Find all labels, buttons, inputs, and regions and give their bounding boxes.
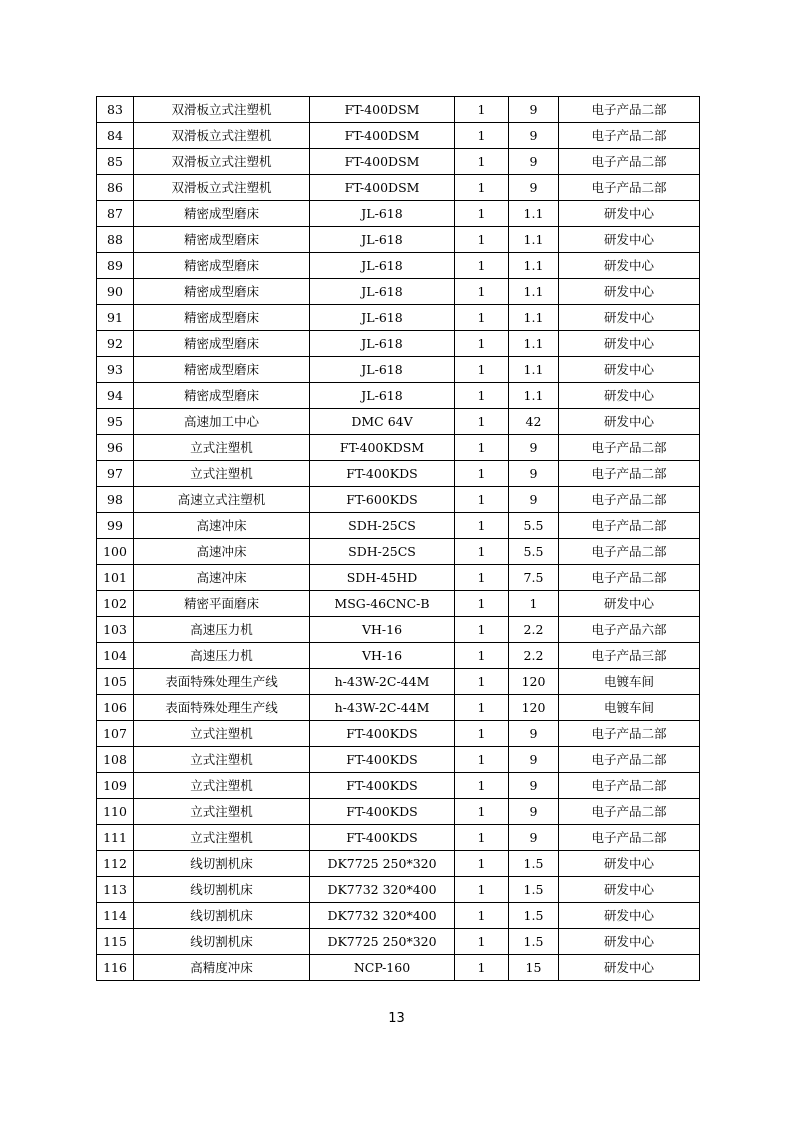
department-cell: 研发中心	[559, 929, 700, 955]
power-cell: 9	[509, 721, 559, 747]
table-row	[97, 955, 700, 981]
row-number-cell: 85	[97, 149, 134, 175]
table-row	[97, 331, 700, 357]
quantity-cell: 1	[455, 383, 509, 409]
quantity-cell: 1	[455, 513, 509, 539]
power-cell: 1	[509, 591, 559, 617]
model-cell: JL-618	[310, 331, 455, 357]
table-row	[97, 487, 700, 513]
equipment-name-cell: 表面特殊处理生产线	[134, 669, 310, 695]
row-number-cell: 89	[97, 253, 134, 279]
table-row	[97, 825, 700, 851]
department-cell: 研发中心	[559, 955, 700, 981]
power-cell: 1.1	[509, 201, 559, 227]
table-row	[97, 539, 700, 565]
model-cell: h-43W-2C-44M	[310, 695, 455, 721]
power-cell: 9	[509, 799, 559, 825]
row-number-cell: 100	[97, 539, 134, 565]
quantity-cell: 1	[455, 409, 509, 435]
department-cell: 研发中心	[559, 305, 700, 331]
power-cell: 15	[509, 955, 559, 981]
power-cell: 2.2	[509, 643, 559, 669]
department-cell: 电子产品二部	[559, 773, 700, 799]
model-cell: JL-618	[310, 201, 455, 227]
quantity-cell: 1	[455, 565, 509, 591]
table-row	[97, 643, 700, 669]
model-cell: JL-618	[310, 383, 455, 409]
department-cell: 电子产品二部	[559, 721, 700, 747]
model-cell: DK7725 250*320	[310, 851, 455, 877]
quantity-cell: 1	[455, 97, 509, 123]
model-cell: SDH-25CS	[310, 513, 455, 539]
equipment-name-cell: 立式注塑机	[134, 747, 310, 773]
table-row	[97, 513, 700, 539]
equipment-name-cell: 双滑板立式注塑机	[134, 175, 310, 201]
table-row	[97, 565, 700, 591]
equipment-name-cell: 表面特殊处理生产线	[134, 695, 310, 721]
model-cell: FT-400KDS	[310, 773, 455, 799]
quantity-cell: 1	[455, 773, 509, 799]
table-row	[97, 357, 700, 383]
equipment-table	[96, 96, 700, 981]
row-number-cell: 115	[97, 929, 134, 955]
model-cell: MSG-46CNC-B	[310, 591, 455, 617]
power-cell: 1.5	[509, 877, 559, 903]
row-number-cell: 94	[97, 383, 134, 409]
equipment-name-cell: 线切割机床	[134, 877, 310, 903]
model-cell: JL-618	[310, 279, 455, 305]
model-cell: DK7732 320*400	[310, 903, 455, 929]
row-number-cell: 84	[97, 123, 134, 149]
quantity-cell: 1	[455, 591, 509, 617]
quantity-cell: 1	[455, 487, 509, 513]
model-cell: SDH-25CS	[310, 539, 455, 565]
equipment-name-cell: 精密成型磨床	[134, 383, 310, 409]
model-cell: FT-400KDSM	[310, 435, 455, 461]
quantity-cell: 1	[455, 357, 509, 383]
row-number-cell: 106	[97, 695, 134, 721]
department-cell: 电子产品二部	[559, 149, 700, 175]
row-number-cell: 92	[97, 331, 134, 357]
department-cell: 电子产品二部	[559, 799, 700, 825]
table-row	[97, 253, 700, 279]
equipment-table-body	[97, 97, 700, 981]
department-cell: 研发中心	[559, 877, 700, 903]
row-number-cell: 109	[97, 773, 134, 799]
table-row	[97, 877, 700, 903]
power-cell: 1.1	[509, 357, 559, 383]
table-row	[97, 721, 700, 747]
model-cell: FT-400DSM	[310, 149, 455, 175]
equipment-name-cell: 线切割机床	[134, 929, 310, 955]
equipment-name-cell: 高速冲床	[134, 539, 310, 565]
quantity-cell: 1	[455, 747, 509, 773]
model-cell: JL-618	[310, 305, 455, 331]
department-cell: 电子产品二部	[559, 825, 700, 851]
table-row	[97, 279, 700, 305]
equipment-name-cell: 精密成型磨床	[134, 305, 310, 331]
department-cell: 研发中心	[559, 903, 700, 929]
row-number-cell: 103	[97, 617, 134, 643]
power-cell: 1.1	[509, 305, 559, 331]
quantity-cell: 1	[455, 435, 509, 461]
quantity-cell: 1	[455, 175, 509, 201]
equipment-name-cell: 立式注塑机	[134, 461, 310, 487]
row-number-cell: 112	[97, 851, 134, 877]
power-cell: 9	[509, 123, 559, 149]
model-cell: DK7732 320*400	[310, 877, 455, 903]
power-cell: 9	[509, 747, 559, 773]
department-cell: 电子产品二部	[559, 565, 700, 591]
equipment-name-cell: 立式注塑机	[134, 721, 310, 747]
department-cell: 电子产品二部	[559, 123, 700, 149]
quantity-cell: 1	[455, 669, 509, 695]
row-number-cell: 87	[97, 201, 134, 227]
table-row	[97, 305, 700, 331]
department-cell: 研发中心	[559, 201, 700, 227]
table-row	[97, 799, 700, 825]
equipment-name-cell: 高速加工中心	[134, 409, 310, 435]
table-row	[97, 175, 700, 201]
power-cell: 1.5	[509, 929, 559, 955]
equipment-name-cell: 精密成型磨床	[134, 253, 310, 279]
quantity-cell: 1	[455, 955, 509, 981]
table-row	[97, 97, 700, 123]
department-cell: 电子产品六部	[559, 617, 700, 643]
quantity-cell: 1	[455, 877, 509, 903]
equipment-name-cell: 高精度冲床	[134, 955, 310, 981]
model-cell: JL-618	[310, 253, 455, 279]
power-cell: 9	[509, 487, 559, 513]
power-cell: 9	[509, 175, 559, 201]
table-row	[97, 695, 700, 721]
row-number-cell: 97	[97, 461, 134, 487]
quantity-cell: 1	[455, 461, 509, 487]
table-row	[97, 149, 700, 175]
department-cell: 电子产品二部	[559, 747, 700, 773]
row-number-cell: 99	[97, 513, 134, 539]
table-row	[97, 617, 700, 643]
department-cell: 电子产品二部	[559, 97, 700, 123]
page-number: 13	[388, 1011, 405, 1026]
model-cell: DMC 64V	[310, 409, 455, 435]
table-row	[97, 773, 700, 799]
model-cell: JL-618	[310, 227, 455, 253]
power-cell: 9	[509, 435, 559, 461]
power-cell: 2.2	[509, 617, 559, 643]
quantity-cell: 1	[455, 643, 509, 669]
quantity-cell: 1	[455, 851, 509, 877]
quantity-cell: 1	[455, 825, 509, 851]
department-cell: 电子产品二部	[559, 539, 700, 565]
department-cell: 电镀车间	[559, 669, 700, 695]
model-cell: FT-600KDS	[310, 487, 455, 513]
model-cell: FT-400KDS	[310, 747, 455, 773]
model-cell: FT-400DSM	[310, 97, 455, 123]
power-cell: 120	[509, 695, 559, 721]
equipment-name-cell: 立式注塑机	[134, 435, 310, 461]
quantity-cell: 1	[455, 903, 509, 929]
table-row	[97, 929, 700, 955]
power-cell: 1.1	[509, 331, 559, 357]
table-row	[97, 201, 700, 227]
power-cell: 9	[509, 825, 559, 851]
department-cell: 研发中心	[559, 851, 700, 877]
model-cell: JL-618	[310, 357, 455, 383]
power-cell: 1.5	[509, 903, 559, 929]
model-cell: DK7725 250*320	[310, 929, 455, 955]
power-cell: 1.1	[509, 383, 559, 409]
department-cell: 电子产品二部	[559, 435, 700, 461]
quantity-cell: 1	[455, 331, 509, 357]
equipment-name-cell: 精密成型磨床	[134, 201, 310, 227]
row-number-cell: 95	[97, 409, 134, 435]
department-cell: 电子产品二部	[559, 487, 700, 513]
row-number-cell: 86	[97, 175, 134, 201]
row-number-cell: 98	[97, 487, 134, 513]
model-cell: FT-400KDS	[310, 799, 455, 825]
table-row	[97, 747, 700, 773]
power-cell: 1.5	[509, 851, 559, 877]
model-cell: h-43W-2C-44M	[310, 669, 455, 695]
power-cell: 42	[509, 409, 559, 435]
equipment-name-cell: 双滑板立式注塑机	[134, 123, 310, 149]
equipment-name-cell: 高速冲床	[134, 565, 310, 591]
quantity-cell: 1	[455, 305, 509, 331]
quantity-cell: 1	[455, 279, 509, 305]
quantity-cell: 1	[455, 695, 509, 721]
department-cell: 研发中心	[559, 331, 700, 357]
equipment-name-cell: 线切割机床	[134, 851, 310, 877]
row-number-cell: 93	[97, 357, 134, 383]
row-number-cell: 111	[97, 825, 134, 851]
department-cell: 研发中心	[559, 383, 700, 409]
row-number-cell: 113	[97, 877, 134, 903]
department-cell: 电子产品二部	[559, 461, 700, 487]
quantity-cell: 1	[455, 149, 509, 175]
table-row	[97, 123, 700, 149]
equipment-name-cell: 高速压力机	[134, 617, 310, 643]
department-cell: 电镀车间	[559, 695, 700, 721]
department-cell: 电子产品三部	[559, 643, 700, 669]
power-cell: 1.1	[509, 253, 559, 279]
table-row	[97, 409, 700, 435]
table-row	[97, 383, 700, 409]
model-cell: FT-400KDS	[310, 461, 455, 487]
department-cell: 电子产品二部	[559, 513, 700, 539]
department-cell: 电子产品二部	[559, 175, 700, 201]
department-cell: 研发中心	[559, 253, 700, 279]
power-cell: 9	[509, 773, 559, 799]
power-cell: 1.1	[509, 227, 559, 253]
quantity-cell: 1	[455, 721, 509, 747]
equipment-name-cell: 精密成型磨床	[134, 357, 310, 383]
model-cell: NCP-160	[310, 955, 455, 981]
department-cell: 研发中心	[559, 409, 700, 435]
row-number-cell: 105	[97, 669, 134, 695]
table-row	[97, 227, 700, 253]
power-cell: 1.1	[509, 279, 559, 305]
row-number-cell: 116	[97, 955, 134, 981]
row-number-cell: 101	[97, 565, 134, 591]
equipment-name-cell: 精密成型磨床	[134, 279, 310, 305]
model-cell: FT-400KDS	[310, 825, 455, 851]
row-number-cell: 104	[97, 643, 134, 669]
equipment-name-cell: 立式注塑机	[134, 799, 310, 825]
model-cell: FT-400DSM	[310, 123, 455, 149]
equipment-name-cell: 精密成型磨床	[134, 331, 310, 357]
equipment-name-cell: 精密平面磨床	[134, 591, 310, 617]
table-row	[97, 435, 700, 461]
department-cell: 研发中心	[559, 357, 700, 383]
quantity-cell: 1	[455, 253, 509, 279]
equipment-name-cell: 高速压力机	[134, 643, 310, 669]
table-row	[97, 461, 700, 487]
row-number-cell: 108	[97, 747, 134, 773]
equipment-name-cell: 精密成型磨床	[134, 227, 310, 253]
equipment-name-cell: 双滑板立式注塑机	[134, 97, 310, 123]
department-cell: 研发中心	[559, 279, 700, 305]
row-number-cell: 90	[97, 279, 134, 305]
power-cell: 9	[509, 461, 559, 487]
power-cell: 120	[509, 669, 559, 695]
quantity-cell: 1	[455, 929, 509, 955]
model-cell: FT-400KDS	[310, 721, 455, 747]
quantity-cell: 1	[455, 123, 509, 149]
row-number-cell: 91	[97, 305, 134, 331]
power-cell: 5.5	[509, 539, 559, 565]
equipment-name-cell: 高速冲床	[134, 513, 310, 539]
quantity-cell: 1	[455, 227, 509, 253]
model-cell: VH-16	[310, 617, 455, 643]
equipment-name-cell: 立式注塑机	[134, 825, 310, 851]
table-row	[97, 669, 700, 695]
equipment-name-cell: 线切割机床	[134, 903, 310, 929]
department-cell: 研发中心	[559, 591, 700, 617]
quantity-cell: 1	[455, 201, 509, 227]
power-cell: 5.5	[509, 513, 559, 539]
row-number-cell: 102	[97, 591, 134, 617]
row-number-cell: 110	[97, 799, 134, 825]
row-number-cell: 114	[97, 903, 134, 929]
equipment-name-cell: 双滑板立式注塑机	[134, 149, 310, 175]
model-cell: FT-400DSM	[310, 175, 455, 201]
equipment-name-cell: 高速立式注塑机	[134, 487, 310, 513]
quantity-cell: 1	[455, 617, 509, 643]
row-number-cell: 96	[97, 435, 134, 461]
power-cell: 9	[509, 97, 559, 123]
table-row	[97, 591, 700, 617]
row-number-cell: 88	[97, 227, 134, 253]
model-cell: VH-16	[310, 643, 455, 669]
equipment-name-cell: 立式注塑机	[134, 773, 310, 799]
quantity-cell: 1	[455, 539, 509, 565]
table-row	[97, 851, 700, 877]
model-cell: SDH-45HD	[310, 565, 455, 591]
department-cell: 研发中心	[559, 227, 700, 253]
row-number-cell: 107	[97, 721, 134, 747]
quantity-cell: 1	[455, 799, 509, 825]
power-cell: 7.5	[509, 565, 559, 591]
row-number-cell: 83	[97, 97, 134, 123]
table-row	[97, 903, 700, 929]
power-cell: 9	[509, 149, 559, 175]
